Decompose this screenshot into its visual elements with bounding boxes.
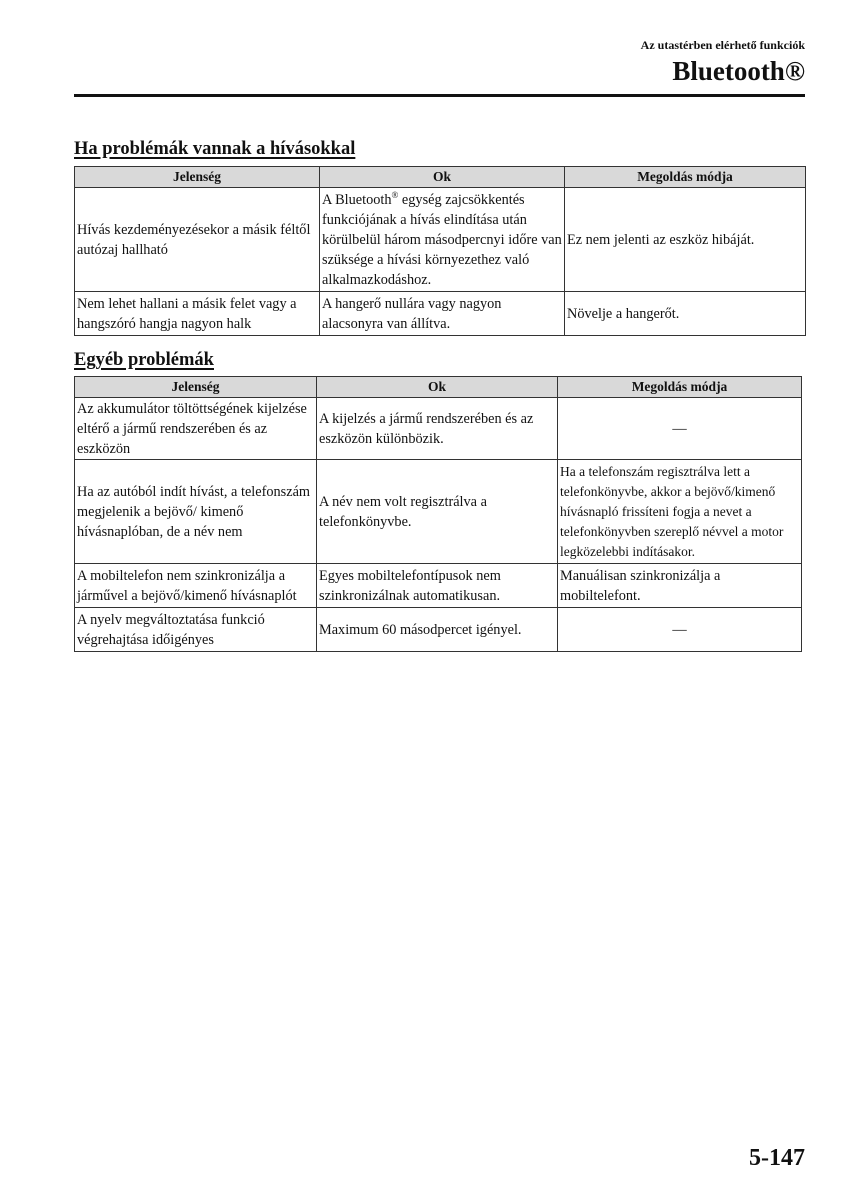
table-row — [75, 292, 806, 336]
solution-cell: Ez nem jelenti az eszköz hibáját. — [565, 188, 806, 292]
symptom-cell: Hívás kezdeményezésekor a másik féltől autózaj hallható — [75, 188, 320, 292]
symptom-cell: Nem lehet hallani a másik felet vagy a hangszóró hangja nagyon halk — [75, 292, 320, 336]
solution-cell: — — [558, 608, 802, 652]
solution-cell: Növelje a hangerőt. — [565, 292, 806, 336]
section-heading-other: Egyéb problémák — [74, 350, 214, 370]
cause-cell: A hangerő nullára vagy nagyon alacsonyra van állítva. — [320, 292, 565, 336]
column-header-solution: Megoldás módja — [565, 167, 806, 188]
header-divider — [74, 94, 805, 97]
cause-cell: A név nem volt regisztrálva a telefonkönyvbe. — [317, 460, 558, 564]
solution-cell: Manuálisan szinkronizálja a mobiltelefont. — [558, 564, 802, 608]
table-row — [75, 564, 802, 608]
table-row — [75, 608, 802, 652]
table-row — [75, 460, 802, 564]
solution-cell: — — [558, 398, 802, 460]
table-header-row — [75, 377, 802, 398]
cause-cell: Egyes mobiltelefontípusok nem szinkronizálnak automatikusan. — [317, 564, 558, 608]
section-heading-calls: Ha problémák vannak a hívásokkal — [74, 139, 356, 159]
table-header-row — [75, 167, 806, 188]
chapter-subtitle: Az utastérben elérhető funkciók — [640, 38, 805, 52]
column-header-solution: Megoldás módja — [558, 377, 802, 398]
symptom-cell: Ha az autóból indít hívást, a telefonszám megjelenik a bejövő/ kimenő hívásnaplóban, de a név nem — [75, 460, 317, 564]
page-number: 5-147 — [749, 1145, 805, 1171]
symptom-cell: Az akkumulátor töltöttségének kijelzése eltérő a jármű rendszerében és az eszközön — [75, 398, 317, 460]
page-title: Bluetooth® — [672, 56, 805, 86]
cause-cell: Maximum 60 másodpercet igényel. — [317, 608, 558, 652]
column-header-cause: Ok — [320, 167, 565, 188]
table-row — [75, 398, 802, 460]
other-problems-table — [74, 376, 802, 652]
column-header-symptom: Jelenség — [75, 377, 317, 398]
symptom-cell: A nyelv megváltoztatása funkció végrehajtása időigényes — [75, 608, 317, 652]
registered-mark: ® — [391, 189, 399, 200]
cause-cell — [320, 188, 565, 292]
column-header-cause: Ok — [317, 377, 558, 398]
cause-text-continued: egység zajcsökkentés funkciójának a hívás elindítása után körülbelül három másodpercnyi időre van szüksége a hívási környezethez való alkalmazkodáshoz. — [322, 191, 562, 288]
table-row — [75, 188, 806, 292]
cause-text: A Bluetooth — [322, 191, 392, 208]
symptom-cell: A mobiltelefon nem szinkronizálja a járművel a bejövő/kimenő hívásnaplót — [75, 564, 317, 608]
cause-cell: A kijelzés a jármű rendszerében és az eszközön különbözik. — [317, 398, 558, 460]
solution-cell: Ha a telefonszám regisztrálva lett a telefonkönyvbe, akkor a bejövő/kimenő hívásnapló frissíteni fogja a nevet a telefonkönyvben szereplő névvel a motor legközelebbi indításakor. — [558, 460, 802, 564]
calls-problems-table — [74, 166, 806, 336]
column-header-symptom: Jelenség — [75, 167, 320, 188]
